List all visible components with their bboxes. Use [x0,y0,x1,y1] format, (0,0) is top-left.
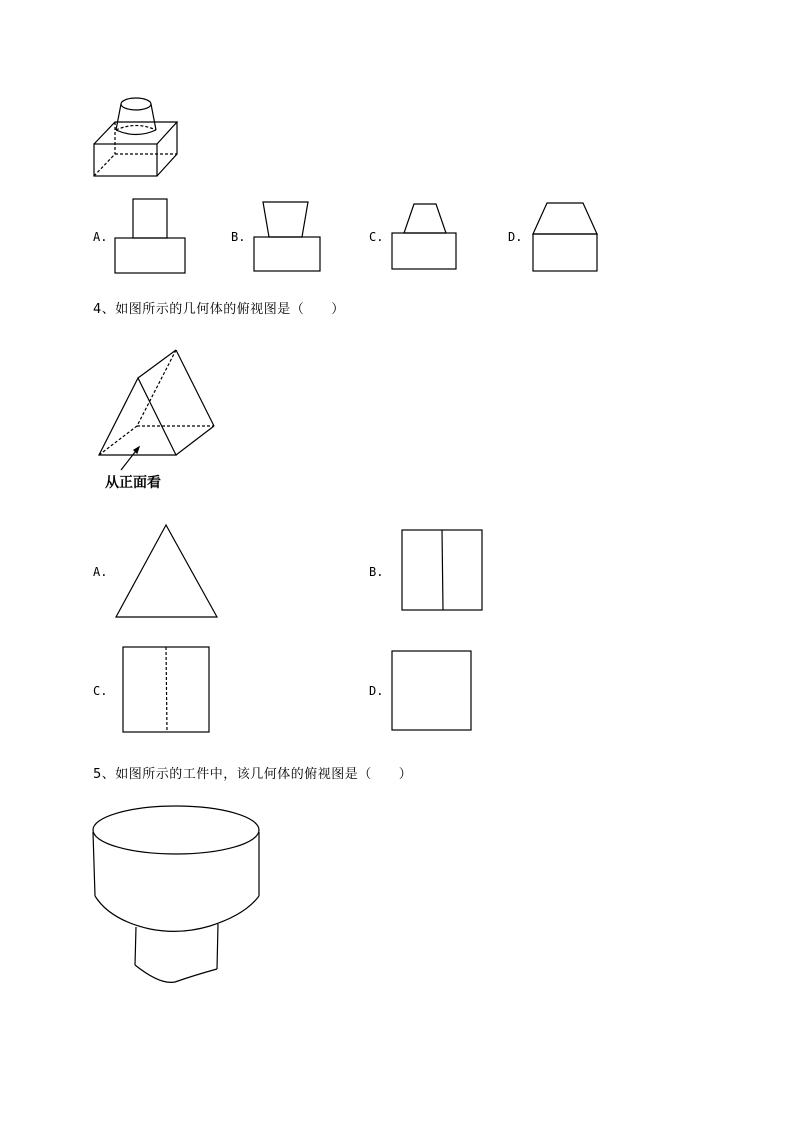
q3-option-c-label: C. [369,230,384,244]
q4-view-caption: 从正面看 [105,475,161,491]
q4-question-text: 4、如图所示的几何体的俯视图是（ ） [93,302,345,317]
q4-option-a-label: A. [93,565,108,579]
q3-option-a-label: A. [93,230,108,244]
q5-question-text: 5、如图所示的工件中，该几何体的俯视图是（ ） [93,767,413,782]
q4-option-c-label: C. [93,684,108,698]
q4-option-d-label: D. [369,684,384,698]
q3-option-d-label: D. [508,230,523,244]
q4-option-b-label: B. [369,565,384,579]
q3-option-b-label: B. [231,230,246,244]
